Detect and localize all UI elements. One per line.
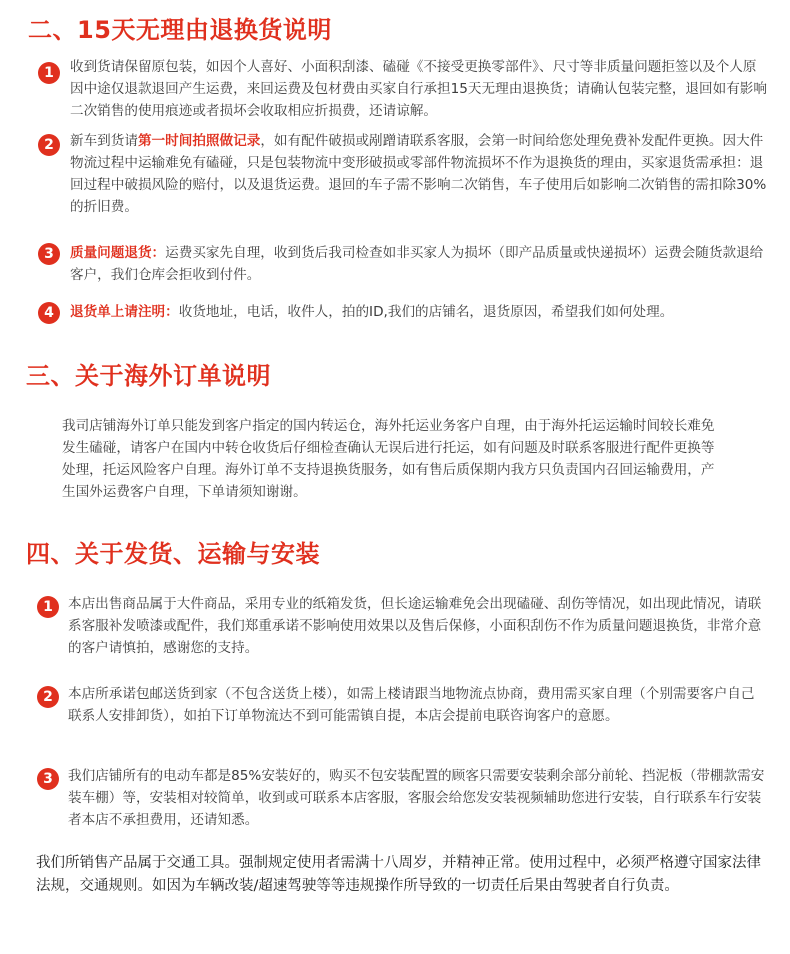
item-number-badge: 2 [37,686,59,708]
item-emphasis: 质量问题退货： [70,245,166,261]
item-number-badge: 3 [37,768,59,790]
shipping-item-3: 我们店铺所有的电动车都是85%安装好的，购买不包安装配置的顾客只需要安装剩余部分前轮、挡泥板（带棚款需安装车棚）等，安装相对较简单，收到或可联系本店客服，客服会给您发安装视频辅助您进行安装，自行联系车行安装者本店不承担费用，还请知悉。 [68,768,765,828]
item-number-badge: 4 [38,302,60,324]
legal-disclaimer: 我们所销售产品属于交通工具。强制规定使用者需满十八周岁，并精神正常。使用过程中，必须严格遵守国家法律法规，交通规则。如因为车辆改装/超速驾驶等等违规操作所导致的一切责任后果由驾驶者自行负责。 [36,855,761,894]
item-number-badge: 1 [38,62,60,84]
shipping-item-1: 本店出售商品属于大件商品，采用专业的纸箱发货，但长途运输难免会出现磕碰、刮伤等情况，如出现此情况，请联系客服补发喷漆或配件，我们郑重承诺不影响使用效果以及售后保修，小面积刮伤不作为质量问题退换货，非常介意的客户请慎拍，感谢您的支持。 [68,596,762,656]
section-3-title: 三、关于海外订单说明 [26,362,271,390]
item-text: ，如有配件破损或剐蹭请联系客服，会第一时间给您处理免费补发配件更换。因大件物流过程中运输难免有磕碰，只是包装物流中变形破损或零部件物流损坏不作为退换货的理由，买家退货需承担：退回过程中破损风险的赔付，以及退货运费。退回的车子需不影响二次销售，车子使用后如影响二次销售的需扣除30%的折旧费。 [70,133,767,215]
item-number-badge: 3 [38,243,60,265]
overseas-order-text: 我司店铺海外订单只能发到客户指定的国内转运仓，海外托运业务客户自理，由于海外托运运输时间较长难免发生磕碰，请客户在国内中转仓收货后仔细检查确认无误后进行托运，如有问题及时联系客服进行配件更换等处理，托运风险客户自理。海外订单不支持退换货服务，如有售后质保期内我方只负责国内召回运输费用，产生国外运费客户自理，下单请须知谢谢。 [62,418,715,500]
item-text: 收到货请保留原包装，如因个人喜好、小面积刮漆、磕碰《不接受更换零部件》、尺寸等非质量问题拒签以及个人原因中途仅退款退回产生运费，来回运费及包材费由买家自行承担15天无理由退换货；请确认包装完整，退回如有影响二次销售的使用痕迹或者损坏会收取相应折损费，还请谅解。 [70,59,767,119]
section-4-title: 四、关于发货、运输与安装 [26,540,320,568]
item-number-badge: 2 [38,134,60,156]
item-number-badge: 1 [37,596,59,618]
section-2-title: 二、15天无理由退换货说明 [28,16,332,44]
item-lead-text: 新车到货请 [70,133,138,149]
shipping-item-2: 本店所承诺包邮送货到家（不包含送货上楼），如需上楼请跟当地物流点协商，费用需买家自理（个别需要客户自己联系人安排卸货），如拍下订单物流达不到可能需镇自提，本店会提前电联咨询客户的意愿。 [68,686,755,724]
item-emphasis: 第一时间拍照做记录 [137,133,261,149]
return-policy-item-2 [70,130,770,218]
return-policy-item-1 [70,56,770,122]
item-text: 运费买家先自理，收到货后我司检查如非买家人为损坏（即产品质量或快递损坏）运费会随货款退给客户，我们仓库会拒收到付件。 [70,245,764,283]
return-policy-item-3 [70,242,770,286]
item-emphasis: 退货单上请注明： [70,304,179,320]
item-text: 收货地址，电话，收件人，拍的ID,我们的店铺名，退货原因，希望我们如何处理。 [178,304,674,320]
return-policy-item-4 [70,301,780,323]
